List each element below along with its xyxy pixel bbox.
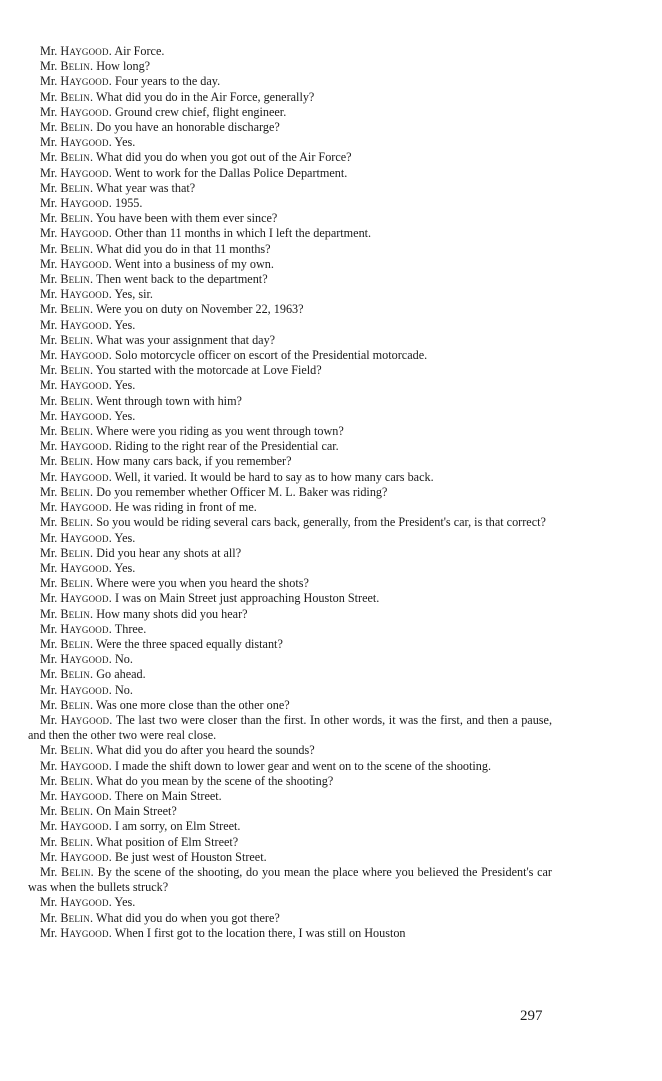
speaker-name: Mr. Belin. (40, 150, 94, 165)
spoken-text: Ground crew chief, flight engineer. (111, 104, 287, 119)
spoken-text: So you would be riding several cars back, generally, from the President's car, is that correct? (93, 515, 546, 530)
spoken-text: Where were you when you heard the shots? (93, 576, 309, 591)
spoken-text: You have been with them ever since? (93, 211, 278, 226)
spoken-text: How many shots did you hear? (93, 606, 248, 621)
speaker-name: Mr. Belin. (40, 667, 94, 682)
speaker-name: Mr. Belin. (40, 743, 94, 758)
transcript-entry (28, 500, 552, 515)
transcript-entry (28, 789, 552, 804)
speaker-name: Mr. Haygood. (40, 530, 112, 545)
spoken-text: What position of Elm Street? (93, 834, 239, 849)
transcript-entry (28, 272, 552, 287)
page-number: 297 (520, 1008, 543, 1024)
spoken-text: What did you do in the Air Force, generally? (93, 89, 315, 104)
transcript-entry (28, 74, 552, 89)
transcript-entry (28, 759, 552, 774)
speaker-name: Mr. Haygood. (40, 819, 112, 834)
speaker-name: Mr. Belin. (40, 576, 94, 591)
speaker-name: Mr. Belin. (40, 211, 94, 226)
speaker-name: Mr. Haygood. (40, 849, 112, 864)
transcript-entry (28, 819, 552, 834)
speaker-name: Mr. Belin. (40, 834, 94, 849)
spoken-text: Yes. (111, 560, 136, 575)
transcript-entry (28, 226, 552, 241)
speaker-name: Mr. Haygood. (40, 44, 112, 58)
transcript-entry (28, 454, 552, 469)
speaker-name: Mr. Haygood. (40, 256, 112, 271)
spoken-text: What did you do when you got out of the Air Force? (93, 150, 352, 165)
transcript-entry (28, 576, 552, 591)
speaker-name: Mr. Haygood. (40, 895, 112, 910)
spoken-text: Yes. (111, 135, 136, 150)
transcript-entry (28, 348, 552, 363)
spoken-text: Four years to the day. (111, 74, 221, 89)
transcript-entry (28, 135, 552, 150)
speaker-name: Mr. Belin. (40, 59, 94, 74)
spoken-text: Solo motorcycle officer on escort of the Presidential motorcade. (111, 348, 428, 363)
spoken-text: What do you mean by the scene of the shooting? (93, 773, 334, 788)
speaker-name: Mr. Haygood. (40, 408, 112, 423)
transcript-entry (28, 59, 552, 74)
transcript-entry (28, 257, 552, 272)
speaker-name: Mr. Haygood. (40, 500, 112, 515)
transcript-entry (28, 363, 552, 378)
transcript-entry (28, 850, 552, 865)
transcript-entry (28, 181, 552, 196)
transcript-entry (28, 531, 552, 546)
speaker-name: Mr. Haygood. (40, 758, 112, 773)
spoken-text: Where were you riding as you went through town? (93, 424, 344, 439)
spoken-text: What was your assignment that day? (93, 332, 276, 347)
transcript-entry (28, 546, 552, 561)
transcript-entry (28, 911, 552, 926)
transcript-entry (28, 150, 552, 165)
spoken-text: Yes. (111, 378, 136, 393)
spoken-text: By the scene of the shooting, do you mean the place where you believed the President's car was when the bullets struck? (28, 864, 552, 895)
transcript-entry (28, 743, 552, 758)
spoken-text: What year was that? (93, 180, 196, 195)
spoken-text: Yes. (111, 408, 136, 423)
speaker-name: Mr. Belin. (40, 804, 94, 819)
speaker-name: Mr. Belin. (40, 910, 94, 925)
speaker-name: Mr. Belin. (40, 454, 94, 469)
transcript-entry (28, 120, 552, 135)
transcript-entry (28, 622, 552, 637)
speaker-name: Mr. Belin. (40, 272, 94, 287)
spoken-text: Go ahead. (93, 667, 146, 682)
spoken-text: I made the shift down to lower gear and went on to the scene of the shooting. (111, 758, 492, 773)
spoken-text: The last two were closer than the first. In other words, it was the first, and then a pause, and then the other two were real close. (28, 712, 552, 743)
spoken-text: Did you hear any shots at all? (93, 545, 242, 560)
speaker-name: Mr. Haygood. (40, 226, 112, 241)
spoken-text: How many cars back, if you remember? (93, 454, 292, 469)
spoken-text: Be just west of Houston Street. (111, 849, 267, 864)
transcript-entry (28, 683, 552, 698)
speaker-name: Mr. Belin. (40, 332, 94, 347)
speaker-name: Mr. Haygood. (40, 652, 112, 667)
spoken-text: Riding to the right rear of the Presidential car. (111, 439, 339, 454)
speaker-name: Mr. Belin. (40, 697, 94, 712)
transcript-entry (28, 302, 552, 317)
transcript-entry (28, 333, 552, 348)
spoken-text: Went to work for the Dallas Police Department. (111, 165, 348, 180)
transcript-entry (28, 607, 552, 622)
transcript-entry (28, 926, 552, 941)
speaker-name: Mr. Belin. (40, 606, 94, 621)
speaker-name: Mr. Belin. (40, 864, 94, 879)
speaker-name: Mr. Belin. (40, 302, 94, 317)
transcript-entry (28, 211, 552, 226)
speaker-name: Mr. Haygood. (40, 788, 112, 803)
spoken-text: When I first got to the location there, I was still on Houston (111, 925, 406, 940)
spoken-text: Was one more close than the other one? (93, 697, 290, 712)
spoken-text: No. (111, 682, 133, 697)
speaker-name: Mr. Haygood. (40, 104, 112, 119)
transcript-entry (28, 637, 552, 652)
spoken-text: What did you do after you heard the sounds? (93, 743, 315, 758)
spoken-text: Were the three spaced equally distant? (93, 636, 283, 651)
transcript-entry (28, 318, 552, 333)
speaker-name: Mr. Haygood. (40, 682, 112, 697)
transcript-entry (28, 424, 552, 439)
spoken-text: On Main Street? (93, 804, 177, 819)
speaker-name: Mr. Haygood. (40, 196, 112, 211)
transcript-entry (28, 561, 552, 576)
transcript-entry (28, 591, 552, 606)
speaker-name: Mr. Belin. (40, 484, 94, 499)
speaker-name: Mr. Belin. (40, 393, 94, 408)
transcript-entry (28, 90, 552, 105)
transcript-entry (28, 835, 552, 850)
spoken-text: You started with the motorcade at Love Field? (93, 363, 322, 378)
speaker-name: Mr. Haygood. (40, 135, 112, 150)
spoken-text: Yes. (111, 530, 136, 545)
speaker-name: Mr. Haygood. (40, 712, 113, 727)
transcript-entry (28, 439, 552, 454)
spoken-text: Air Force. (111, 44, 165, 58)
transcript-entry (28, 242, 552, 257)
spoken-text: Were you on duty on November 22, 1963? (93, 302, 304, 317)
speaker-name: Mr. Haygood. (40, 165, 112, 180)
transcript-entry (28, 667, 552, 682)
speaker-name: Mr. Belin. (40, 636, 94, 651)
speaker-name: Mr. Haygood. (40, 348, 112, 363)
spoken-text: He was riding in front of me. (111, 500, 257, 515)
spoken-text: Then went back to the department? (93, 272, 268, 287)
spoken-text: No. (111, 652, 133, 667)
speaker-name: Mr. Belin. (40, 241, 94, 256)
transcript-entry (28, 44, 552, 59)
speaker-name: Mr. Haygood. (40, 925, 112, 940)
speaker-name: Mr. Haygood. (40, 439, 112, 454)
spoken-text: Well, it varied. It would be hard to say as to how many cars back. (111, 469, 434, 484)
transcript-entry (28, 409, 552, 424)
transcript-entry (28, 485, 552, 500)
transcript-entry (28, 865, 552, 895)
transcript-entry (28, 515, 552, 530)
spoken-text: Do you remember whether Officer M. L. Baker was riding? (93, 484, 388, 499)
spoken-text: Went into a business of my own. (111, 256, 274, 271)
spoken-text: 1955. (111, 196, 143, 211)
speaker-name: Mr. Belin. (40, 773, 94, 788)
speaker-name: Mr. Belin. (40, 545, 94, 560)
transcript-entry (28, 470, 552, 485)
spoken-text: What did you do when you got there? (93, 910, 280, 925)
spoken-text: Went through town with him? (93, 393, 242, 408)
transcript-entry (28, 105, 552, 120)
speaker-name: Mr. Haygood. (40, 469, 112, 484)
transcript-entry (28, 287, 552, 302)
spoken-text: I am sorry, on Elm Street. (111, 819, 241, 834)
speaker-name: Mr. Haygood. (40, 287, 112, 302)
transcript-entry (28, 895, 552, 910)
speaker-name: Mr. Belin. (40, 515, 94, 530)
transcript-entry (28, 713, 552, 743)
spoken-text: Other than 11 months in which I left the department. (111, 226, 372, 241)
spoken-text: Yes. (111, 317, 136, 332)
transcript-entry (28, 166, 552, 181)
speaker-name: Mr. Belin. (40, 89, 94, 104)
transcript-entry (28, 804, 552, 819)
transcript-entry (28, 378, 552, 393)
speaker-name: Mr. Haygood. (40, 74, 112, 89)
speaker-name: Mr. Haygood. (40, 560, 112, 575)
spoken-text: What did you do in that 11 months? (93, 241, 271, 256)
speaker-name: Mr. Belin. (40, 180, 94, 195)
speaker-name: Mr. Belin. (40, 120, 94, 135)
speaker-name: Mr. Haygood. (40, 378, 112, 393)
speaker-name: Mr. Haygood. (40, 317, 112, 332)
spoken-text: Three. (111, 621, 147, 636)
transcript-entry (28, 196, 552, 211)
spoken-text: Yes. (111, 895, 136, 910)
spoken-text: There on Main Street. (111, 788, 222, 803)
transcript-entry (28, 698, 552, 713)
speaker-name: Mr. Haygood. (40, 621, 112, 636)
speaker-name: Mr. Belin. (40, 424, 94, 439)
transcript-entry (28, 774, 552, 789)
spoken-text: I was on Main Street just approaching Houston Street. (111, 591, 380, 606)
spoken-text: Do you have an honorable discharge? (93, 120, 280, 135)
transcript-entry (28, 652, 552, 667)
speaker-name: Mr. Haygood. (40, 591, 112, 606)
transcript-page (28, 44, 552, 941)
speaker-name: Mr. Belin. (40, 363, 94, 378)
spoken-text: How long? (93, 59, 151, 74)
spoken-text: Yes, sir. (111, 287, 153, 302)
transcript-entry (28, 394, 552, 409)
